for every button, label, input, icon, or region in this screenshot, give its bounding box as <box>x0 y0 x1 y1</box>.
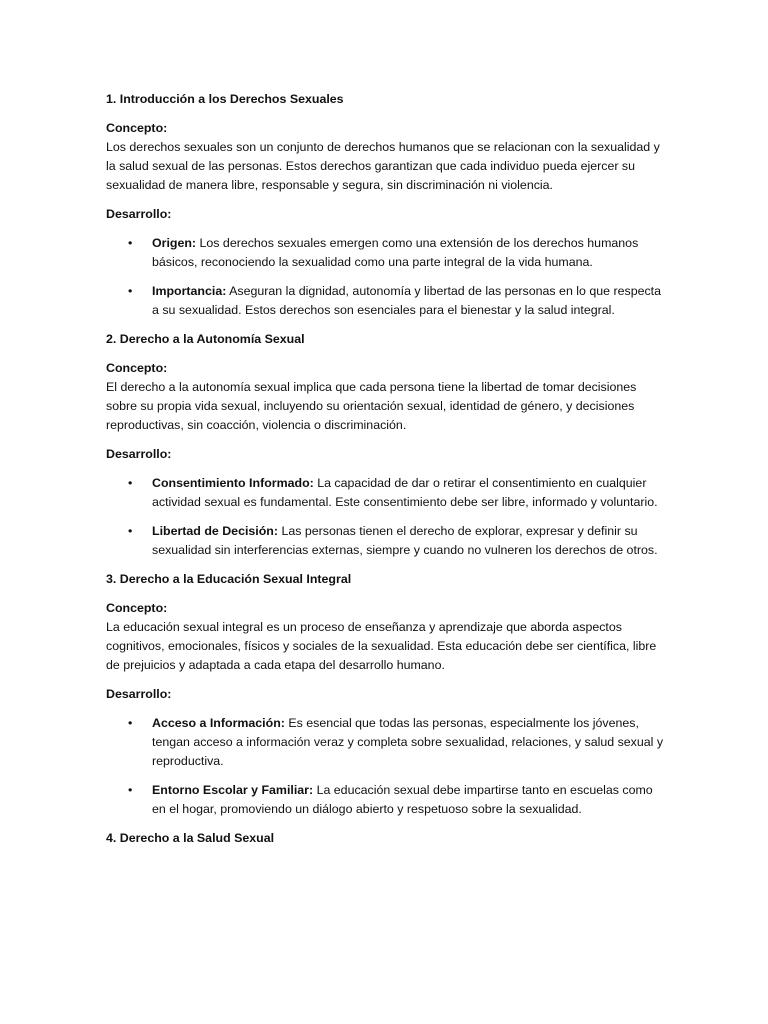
list-item <box>106 781 666 819</box>
section-3 <box>106 570 666 819</box>
concept-text: La educación sexual integral es un proceso de enseñanza y aprendizaje que aborda aspectos cognitivos, emocionales, físicos y sociales de la sexualidad. Esta educación debe ser científica, libre de prejuicios y adaptada a cada etapa del desarrollo humano. <box>106 620 657 672</box>
bullet-icon: • <box>128 524 133 538</box>
development-label: Desarrollo: <box>106 687 172 701</box>
list-item <box>106 282 666 320</box>
concept-label: Concepto: <box>106 121 168 135</box>
bullet-text: Es esencial que todas las personas, especialmente los jóvenes, tengan acceso a información veraz y completa sobre sexualidad, relaciones, y salud sexual y reproductiva. <box>152 716 664 768</box>
bullet-icon: • <box>128 236 133 250</box>
list-item <box>106 234 666 272</box>
document-page <box>106 90 666 858</box>
concept-paragraph <box>106 119 666 195</box>
concept-paragraph <box>106 359 666 435</box>
bullet-text: Aseguran la dignidad, autonomía y libertad de las personas en lo que respecta a su sexualidad. Estos derechos son esenciales para el bienestar y la salud integral. <box>152 284 662 317</box>
concept-label: Concepto: <box>106 601 168 615</box>
bullet-list <box>106 714 666 819</box>
section-2 <box>106 330 666 560</box>
bullet-term: Entorno Escolar y Familiar: <box>152 783 314 797</box>
development-label: Desarrollo: <box>106 447 172 461</box>
bullet-term: Consentimiento Informado: <box>152 476 314 490</box>
list-item <box>106 474 666 512</box>
concept-text: Los derechos sexuales son un conjunto de derechos humanos que se relacionan con la sexualidad y la salud sexual de las personas. Estos derechos garantizan que cada individuo pueda ejercer su sexualidad de manera libre, responsable y segura, sin discriminación ni violencia. <box>106 140 660 192</box>
section-1 <box>106 90 666 320</box>
bullet-term: Acceso a Información: <box>152 716 285 730</box>
development-label: Desarrollo: <box>106 207 172 221</box>
bullet-list <box>106 234 666 320</box>
bullet-icon: • <box>128 716 133 730</box>
bullet-icon: • <box>128 783 133 797</box>
bullet-text: La educación sexual debe impartirse tanto en escuelas como en el hogar, promoviendo un diálogo abierto y respetuoso sobre la sexualidad. <box>152 783 653 816</box>
bullet-term: Importancia: <box>152 284 227 298</box>
bullet-list <box>106 474 666 560</box>
concept-text: El derecho a la autonomía sexual implica que cada persona tiene la libertad de tomar decisiones sobre su propia vida sexual, incluyendo su orientación sexual, identidad de género, y decisiones reproductivas, sin coacción, violencia o discriminación. <box>106 380 637 432</box>
list-item <box>106 522 666 560</box>
concept-paragraph <box>106 599 666 675</box>
concept-label: Concepto: <box>106 361 168 375</box>
section-heading: 4. Derecho a la Salud Sexual <box>106 831 275 845</box>
bullet-term: Origen: <box>152 236 197 250</box>
bullet-term: Libertad de Decisión: <box>152 524 278 538</box>
bullet-text: Las personas tienen el derecho de explorar, expresar y definir su sexualidad sin interferencias externas, siempre y cuando no vulneren los derechos de otros. <box>152 524 658 557</box>
bullet-icon: • <box>128 476 133 490</box>
section-heading: 1. Introducción a los Derechos Sexuales <box>106 92 344 106</box>
bullet-icon: • <box>128 284 133 298</box>
section-heading: 3. Derecho a la Educación Sexual Integral <box>106 572 352 586</box>
list-item <box>106 714 666 771</box>
section-4 <box>106 829 666 848</box>
section-heading: 2. Derecho a la Autonomía Sexual <box>106 332 305 346</box>
bullet-text: La capacidad de dar o retirar el consentimiento en cualquier actividad sexual es fundamental. Este consentimiento debe ser libre, informado y voluntario. <box>152 476 658 509</box>
bullet-text: Los derechos sexuales emergen como una extensión de los derechos humanos básicos, reconociendo la sexualidad como una parte integral de la vida humana. <box>152 236 639 269</box>
